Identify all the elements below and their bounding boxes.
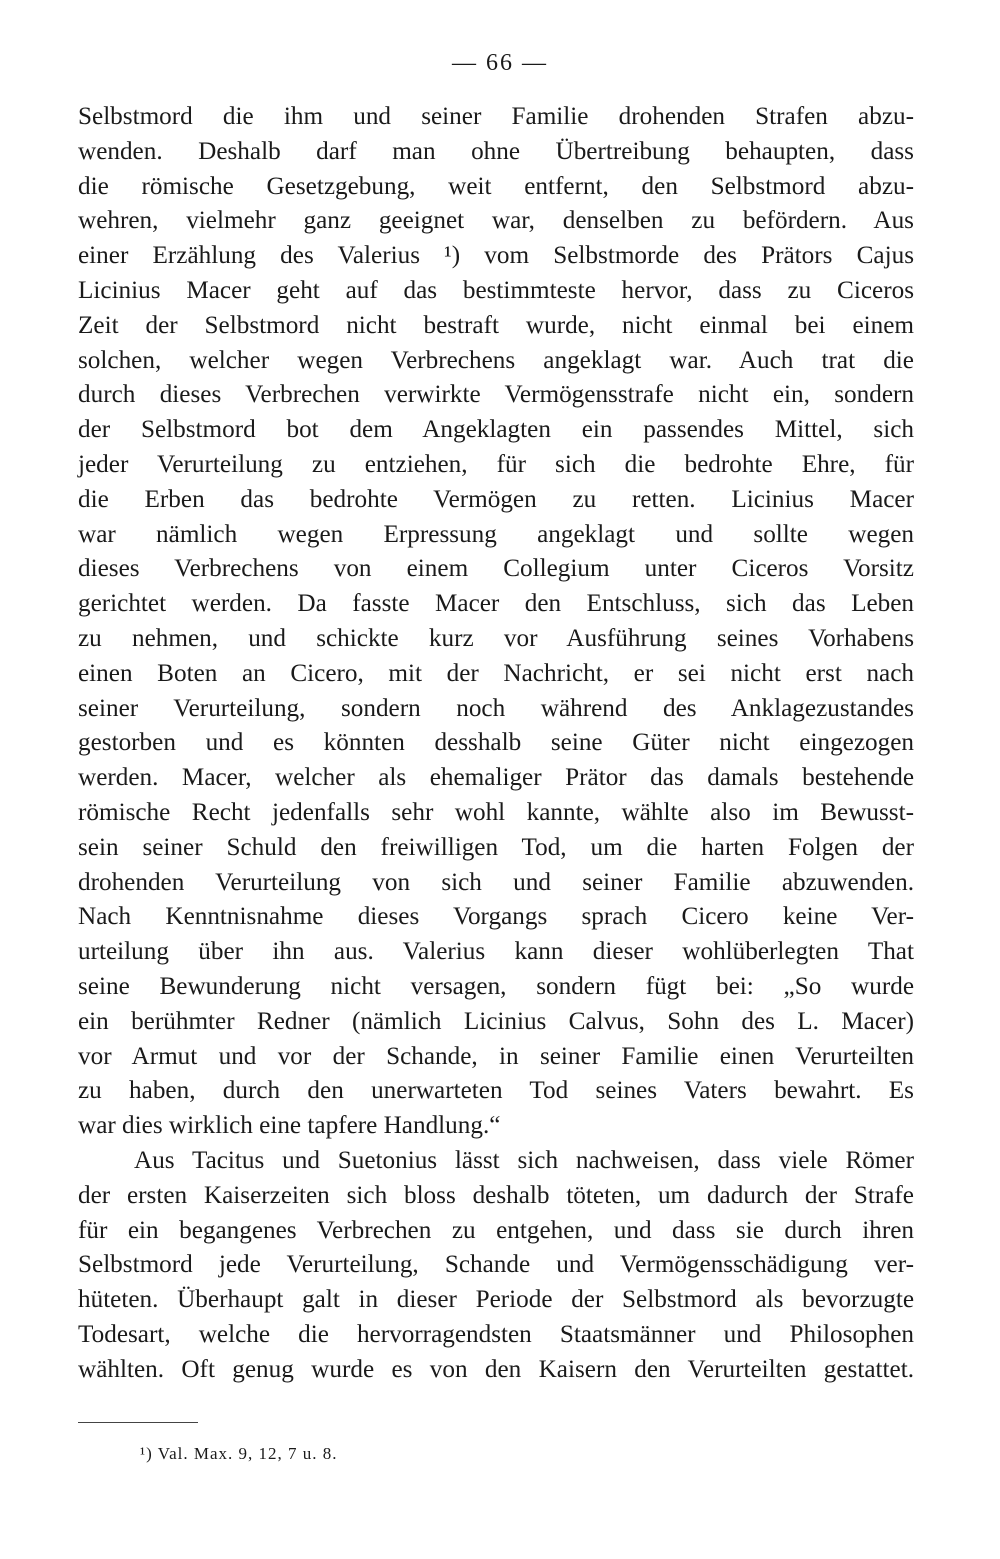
text-line: Zeit der Selbstmord nicht bestraft wurde, nicht einmal bei einem [78, 311, 914, 339]
text-line: drohenden Verurteilung von sich und seiner Familie abzuwenden. [78, 868, 914, 896]
text-line: seine Bewunderung nicht versagen, sondern fügt bei: „So wurde [78, 972, 914, 1000]
text-line: die römische Gesetzgebung, weit entfernt, den Selbstmord abzu- [78, 172, 914, 200]
text-line: seiner Verurteilung, sondern noch während des Anklagezustandes [78, 694, 914, 722]
body-text [78, 100, 914, 1387]
text-line: zu nehmen, und schickte kurz vor Ausführung seines Vorhabens [78, 624, 914, 652]
text-line: war dies wirklich eine tapfere Handlung.“ [78, 1112, 501, 1140]
text-line: wehren, vielmehr ganz geeignet war, denselben zu befördern. Aus [78, 207, 914, 235]
text-line: gerichtet werden. Da fasste Macer den Entschluss, sich das Leben [78, 590, 914, 618]
text-line: wenden. Deshalb darf man ohne Übertreibung behaupten, dass [78, 137, 914, 165]
text-line: für ein begangenes Verbrechen zu entgehen, und dass sie durch ihren [78, 1216, 914, 1244]
text-line: einen Boten an Cicero, mit der Nachricht, er sei nicht erst nach [78, 659, 914, 687]
text-line: der ersten Kaiserzeiten sich bloss deshalb töteten, um dadurch der Strafe [78, 1181, 914, 1209]
text-line: die Erben das bedrohte Vermögen zu retten. Licinius Macer [78, 485, 914, 513]
text-line: Licinius Macer geht auf das bestimmteste hervor, dass zu Ciceros [78, 276, 914, 304]
text-line: Selbstmord jede Verurteilung, Schande und Vermögensschädigung ver- [78, 1251, 914, 1279]
footnote-divider [78, 1422, 198, 1423]
text-line: vor Armut und vor der Schande, in seiner Familie einen Verurteilten [78, 1042, 914, 1070]
paragraph-2 [78, 1144, 914, 1388]
text-line: zu haben, durch den unerwarteten Tod seines Vaters bewahrt. Es [78, 1077, 914, 1105]
text-line: urteilung über ihn aus. Valerius kann dieser wohlüberlegten That [78, 938, 914, 966]
text-line: wählten. Oft genug wurde es von den Kaisern den Verurteilten gestattet. [78, 1355, 914, 1383]
text-line: Nach Kenntnisnahme dieses Vorgangs sprach Cicero keine Ver- [78, 903, 914, 931]
text-line: sein seiner Schuld den freiwilligen Tod, um die harten Folgen der [78, 833, 914, 861]
text-line: hüteten. Überhaupt galt in dieser Periode der Selbstmord als bevorzugte [78, 1286, 914, 1314]
text-line: dieses Verbrechens von einem Collegium unter Ciceros Vorsitz [78, 555, 914, 583]
text-line: durch dieses Verbrechen verwirkte Vermögensstrafe nicht ein, sondern [78, 381, 914, 409]
text-line: gestorben und es könnten desshalb seine Güter nicht eingezogen [78, 729, 914, 757]
text-line: der Selbstmord bot dem Angeklagten ein passendes Mittel, sich [78, 416, 914, 444]
text-line: Todesart, welche die hervorragendsten Staatsmänner und Philosophen [78, 1320, 914, 1348]
page-number: — 66 — [452, 50, 548, 76]
text-line: ein berühmter Redner (nämlich Licinius Calvus, Sohn des L. Macer) [78, 1007, 914, 1035]
text-line: Selbstmord die ihm und seiner Familie drohenden Strafen abzu- [78, 103, 914, 130]
paragraph-1 [78, 100, 914, 1144]
text-line: war nämlich wegen Erpressung angeklagt und sollte wegen [78, 520, 914, 548]
text-line: einer Erzählung des Valerius ¹) vom Selbstmorde des Prätors Cajus [78, 242, 914, 270]
text-line: solchen, welcher wegen Verbrechens angeklagt war. Auch trat die [78, 346, 914, 374]
footnote: ¹) Val. Max. 9, 12, 7 u. 8. [140, 1444, 338, 1463]
text-line: werden. Macer, welcher als ehemaliger Prätor das damals bestehende [78, 764, 914, 792]
text-line: römische Recht jedenfalls sehr wohl kannte, wählte also im Bewusst- [78, 798, 914, 826]
text-line: jeder Verurteilung zu entziehen, für sich die bedrohte Ehre, für [78, 450, 914, 478]
text-line: Aus Tacitus und Suetonius lässt sich nachweisen, dass viele Römer [134, 1146, 914, 1174]
